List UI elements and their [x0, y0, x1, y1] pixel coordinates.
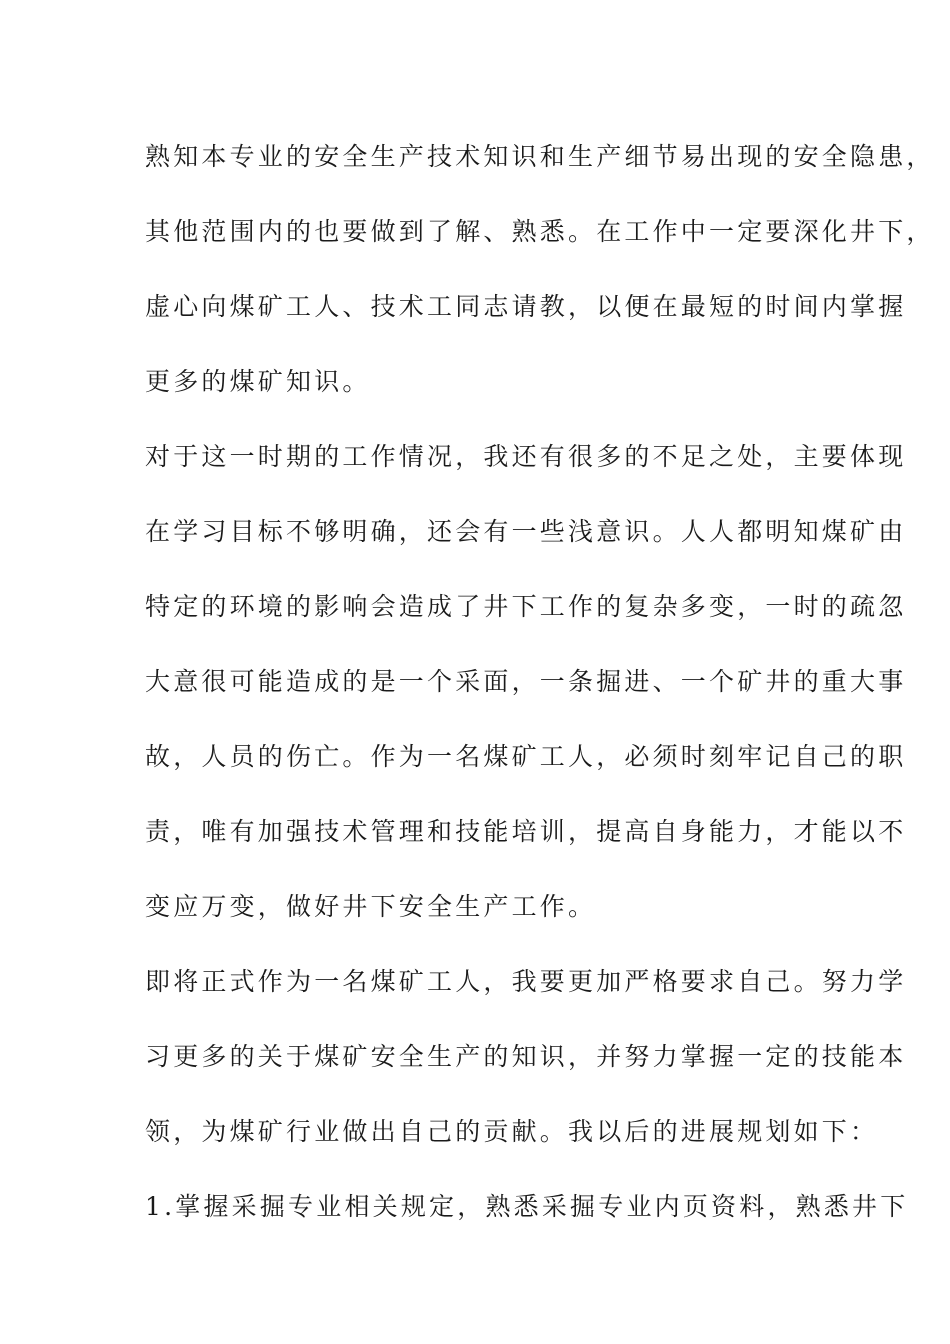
text-line: 熟知本专业的安全生产技术知识和生产细节易出现的安全隐患， — [145, 142, 935, 171]
text-line: 其他范围内的也要做到了解、熟悉。在工作中一定要深化井下， — [145, 217, 935, 246]
text-line: 更多的煤矿知识。 — [145, 367, 371, 396]
text-line: 虚心向煤矿工人、技术工同志请教，以便在最短的时间内掌握 — [145, 292, 907, 321]
text-line: 变应万变，做好井下安全生产工作。 — [145, 892, 597, 921]
text-line: 特定的环境的影响会造成了井下工作的复杂多变，一时的疏忽 — [145, 592, 907, 621]
text-line: 在学习目标不够明确，还会有一些浅意识。人人都明知煤矿由 — [145, 517, 907, 546]
text-line: 责，唯有加强技术管理和技能培训，提高自身能力，才能以不 — [145, 817, 907, 846]
text-line: 领，为煤矿行业做出自己的贡献。我以后的进展规划如下： — [145, 1117, 879, 1146]
text-line: 大意很可能造成的是一个采面，一条掘进、一个矿井的重大事 — [145, 667, 907, 696]
text-line: 习更多的关于煤矿安全生产的知识，并努力掌握一定的技能本 — [145, 1042, 907, 1071]
text-line: 1.掌握采掘专业相关规定，熟悉采掘专业内页资料，熟悉井下 — [145, 1192, 909, 1221]
text-line: 即将正式作为一名煤矿工人，我要更加严格要求自己。努力学 — [145, 967, 907, 996]
text-line: 故，人员的伤亡。作为一名煤矿工人，必须时刻牢记自己的职 — [145, 742, 907, 771]
text-line: 对于这一时期的工作情况，我还有很多的不足之处，主要体现 — [145, 442, 907, 471]
